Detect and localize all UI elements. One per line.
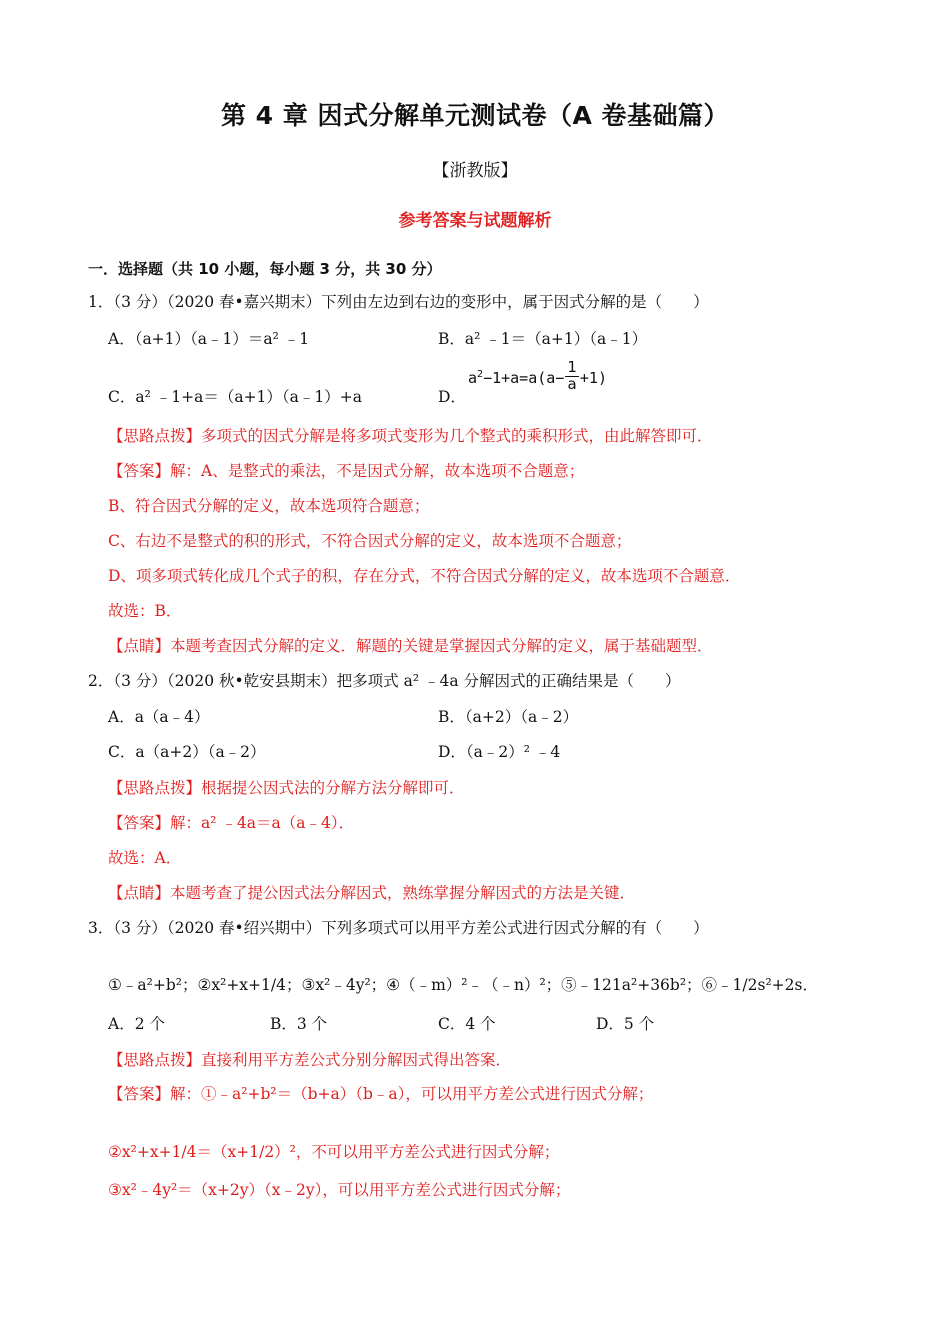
q1-option-c: C．a² ﹣1+a＝（a+1）（a﹣1）+a xyxy=(108,388,363,406)
q3-stem: 3．（3 分）（2020 春•绍兴期中）下列多项式可以用平方差公式进行因式分解的有（ ） xyxy=(88,919,709,937)
q1-option-d-label: D． xyxy=(438,388,466,406)
q1-answer-line-2: B、符合因式分解的定义，故本选项符合题意； xyxy=(108,497,430,515)
q3-items: ①﹣a²+b²；②x²+x+1/4；③x²﹣4y²；④（﹣m）²﹣（﹣n）²；⑤﹣121a²+36b²；⑥﹣1/2s²+2s． xyxy=(108,976,818,994)
q3-hint: 【思路点拨】直接利用平方差公式分别分解因式得出答案． xyxy=(108,1051,512,1069)
q3-option-a: A．2 个 xyxy=(108,1015,165,1033)
q2-stem: 2．（3 分）（2020 秋•乾安县期末）把多项式 a² ﹣4a 分解因式的正确结果是（ ） xyxy=(88,672,681,690)
q1-option-a: A．（a+1）（a﹣1）＝a² ﹣1 xyxy=(108,330,310,348)
q1-option-b: B．a² ﹣1＝（a+1）（a﹣1） xyxy=(438,330,648,348)
q1-comment: 【点睛】本题考查因式分解的定义．解题的关键是掌握因式分解的定义，属于基础题型． xyxy=(108,637,713,655)
q3-option-d: D．5 个 xyxy=(596,1015,655,1033)
q3-answer-line-1: 【答案】解：①﹣a²+b²＝（b+a）（b﹣a），可以用平方差公式进行因式分解； xyxy=(108,1085,654,1103)
edition-label: 【浙教版】 xyxy=(432,161,518,181)
q2-answer: 【答案】解：a² ﹣4a＝a（a﹣4）． xyxy=(108,814,355,832)
q2-option-c: C．a（a+2）（a﹣2） xyxy=(108,743,266,761)
section-heading: 一．选择题（共 10 小题，每小题 3 分，共 30 分） xyxy=(88,260,442,278)
q3-answer-line-3: ③x²﹣4y²＝（x+2y）（x﹣2y），可以用平方差公式进行因式分解； xyxy=(108,1181,571,1199)
q1-stem: 1．（3 分）（2020 春•嘉兴期末）下列由左边到右边的变形中，属于因式分解的是（ ） xyxy=(88,293,709,311)
q2-option-a: A．a（a﹣4） xyxy=(108,708,210,726)
q2-option-d: D．（a﹣2）² ﹣4 xyxy=(438,743,561,761)
q3-answer-line-2: ②x²+x+1/4＝（x+1/2）²，不可以用平方差公式进行因式分解； xyxy=(108,1143,560,1161)
q1-option-d-formula: $a^2-1+a=a(a-$ $\frac{1}{a}$ +1) xyxy=(468,358,607,393)
q2-hint: 【思路点拨】根据提公因式法的分解方法分解即可． xyxy=(108,779,465,797)
q2-comment: 【点睛】本题考查了提公因式法分解因式，熟练掌握分解因式的方法是关键． xyxy=(108,884,636,902)
q3-option-c: C．4 个 xyxy=(438,1015,496,1033)
page-title: 第 4 章 因式分解单元测试卷（A 卷基础篇） xyxy=(220,101,730,130)
q2-option-b: B．（a+2）（a﹣2） xyxy=(438,708,579,726)
q1-answer-line-1: 【答案】解：A、是整式的乘法，不是因式分解，故本选项不合题意； xyxy=(108,462,585,480)
q2-choice: 故选：A． xyxy=(108,849,182,867)
q1-choice: 故选：B． xyxy=(108,602,182,620)
q3-option-b: B．3 个 xyxy=(270,1015,328,1033)
answer-analysis-title: 参考答案与试题解析 xyxy=(398,211,552,231)
q1-answer-line-3: C、右边不是整式的积的形式，不符合因式分解的定义，故本选项不合题意； xyxy=(108,532,632,550)
q1-hint: 【思路点拨】多项式的因式分解是将多项式变形为几个整式的乘积形式，由此解答即可． xyxy=(108,427,713,445)
q1-answer-line-4: D、项多项式转化成几个式子的积，存在分式，不符合因式分解的定义，故本选项不合题意． xyxy=(108,567,741,585)
